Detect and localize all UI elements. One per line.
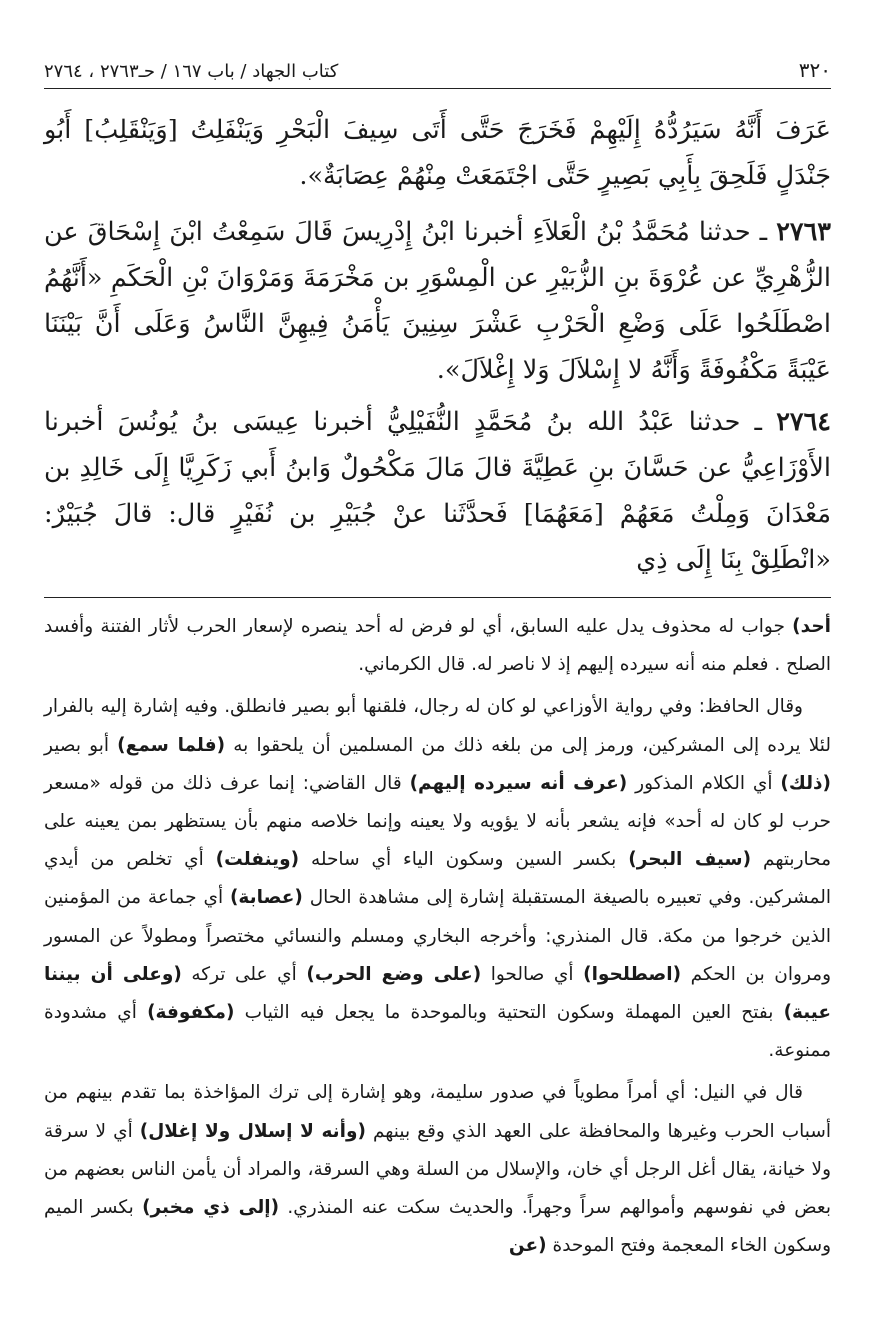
commentary-text: أبو بصير (44, 734, 118, 756)
commentary-keyword: (فلما سمع) (117, 734, 226, 756)
commentary-keyword: (على وضع الحرب) (306, 963, 482, 985)
commentary-keyword: (وينفلت) (215, 849, 300, 871)
hadith-text: ـ حدثنا عَبْدُ الله بنُ مُحَمَّدٍ النُّفَيْلِيُّ أخبرنا عِيسَى بنُ يُونُسَ أخبرنا الأَوْزَاعِيُّ عن حَسَّانَ بنِ عَطِيَّةَ قالَ مَالَ مَكْحُولٌ وَابنُ أَبي زَكَرِيَّا إِلَى خَالِدِ بن مَعْدَانَ وَمِلْتُ مَعَهُمْ [مَعَهُمَا] فَحدَّثَنا عنْ جُبَيْرِ بن نُفَيْرٍ قال: قالَ جُبَيْرٌ: «انْطَلِقْ بِنَا إِلَى ذِي (44, 407, 831, 575)
commentary-keyword: أحد) (792, 616, 831, 637)
hadith-number: ٢٧٦٤ (776, 407, 831, 437)
hadith-2764 (44, 399, 831, 583)
hadith-number: ٢٧٦٣ (776, 217, 832, 247)
commentary-paragraph (44, 608, 831, 684)
running-title: كتاب الجهاد / باب ١٦٧ / حـ٢٧٦٣ ، ٢٧٦٤ (44, 61, 339, 82)
commentary-text: أي جماعة من المؤمنين الذين خرجوا من مكة. قال المنذري: وأخرجه البخاري ومسلم والنسائي مختصراً ومطولاً عن المسور ومروان بن الحكم (44, 887, 831, 985)
commentary-text: أي صالحوا (481, 963, 584, 985)
hadith-text: ـ حدثنا مُحَمَّدُ بْنُ الْعَلاَءِ أخبرنا ابْنُ إِدْرِيسَ قَالَ سَمِعْتُ ابْنَ إِسْحَاقَ عن الزُّهْرِيِّ عن عُرْوَةَ بنِ الزُّبَيْرِ عن الْمِسْوَرِ بن مَخْرَمَةَ وَمَرْوَانَ بْنِ الْحَكَمِ «أَنَّهُمُ اصْطَلَحُوا عَلَى وَضْعِ الْحَرْبِ عَشْرَ سِنِينَ يَأْمَنُ فِيهِنَّ النَّاسُ وَعَلَى أَنَّ بَيْنَنَا عَيْبَةً مَكْفُوفَةً وَأَنَّهُ لا إِسْلاَلَ وَلا إِغْلاَلَ». (44, 217, 831, 385)
commentary-keyword: (ذلك) (780, 772, 831, 794)
commentary-keyword: (إلى ذي مخبر) (142, 1197, 280, 1219)
commentary-text: أي الكلام المذكور (627, 772, 781, 794)
footnote-divider (44, 597, 831, 598)
commentary-text: قال في النيل: أي أمراً مطوياً في صدور سليمة، وهو إشارة إلى ترك المؤاخذة بما تقدم بينهم من أسباب الحرب وغيرها والمحافظة على العهد الذي وقع بينهم (44, 1082, 831, 1142)
commentary-text: جواب له محذوف يدل عليه السابق، أي لو فرض له أحد ينصره لإسعار الحرب لأثار الفتنة وأفسد الصلح . فعلم منه أنه سيرده إليهم إذ لا ناصر له. قال الكرماني. (44, 616, 831, 676)
commentary-text: أي لا سرقة ولا خيانة، يقال أغل الرجل أي خان، والإسلال من السلة وهي السرقة، والمراد أن يأمن الناس بعضهم من بعض في نفوسهم وأموالهم سراً وجهراً. والحديث سكت عنه المنذري. (44, 1120, 831, 1219)
commentary-keyword: (مكفوفة) (147, 1002, 235, 1024)
commentary-keyword: (وعلى أن بيننا عيبة) (44, 963, 831, 1024)
page-number: ٣٢٠ (798, 58, 831, 82)
commentary-text: بفتح العين المهملة وسكون التحتية وبالموحدة ما يجعل فيه الثياب (234, 1002, 784, 1024)
hadith-continuation: عَرَفَ أَنَّهُ سَيَرُدُّهُ إِلَيْهِمْ فَخَرَجَ حَتَّى أَتَى سِيفَ الْبَحْرِ وَيَنْفَلِتُ [وَيَنْقَلِبُ] أَبُو جَنْدَلٍ فَلَحِقَ بِأَبِي بَصِيرٍ حَتَّى اجْتَمَعَتْ مِنْهُمْ عِصَابَةٌ». (44, 115, 831, 191)
commentary-keyword: (اصطلحوا) (583, 963, 682, 985)
commentary-text: بكسر الميم وسكون الخاء المعجمة وفتح الموحدة (44, 1197, 831, 1257)
main-text (44, 107, 831, 583)
commentary-text: بكسر السين وسكون الياء أي ساحله (299, 849, 629, 871)
running-header (44, 50, 831, 89)
commentary (44, 608, 831, 1265)
commentary-text: أي على تركه (181, 963, 307, 985)
commentary-keyword: (عن (508, 1235, 547, 1257)
hadith-2763 (44, 209, 831, 393)
commentary-keyword: (عرف أنه سيرده إليهم) (409, 772, 628, 794)
commentary-keyword: (سيف البحر) (628, 849, 752, 871)
commentary-keyword: (عصابة) (229, 887, 303, 909)
commentary-text: أي تخلص من أيدي المشركين. وفي تعبيره بالصيغة المستقبلة إشارة إلى مشاهدة الحال (44, 849, 832, 909)
commentary-paragraph (44, 688, 831, 1070)
book-page (44, 50, 831, 1299)
commentary-text: وقال الحافظ: وفي رواية الأوزاعي لو كان له رجال، فلقنها أبو بصير فانطلق. وفيه إشارة إليه بالفرار لئلا يرده إلى المشركين، ورمز إلى من بلغه ذلك من المسلمين أن يلحقوا به (44, 696, 831, 756)
commentary-text: أي مشدودة ممنوعة. (44, 1002, 831, 1062)
commentary-text: قال القاضي: إنما عرف ذلك من قوله «مسعر حرب لو كان له أحد» فإنه يشعر بأنه لا يؤويه ولا يعينه وإنما خلاصه منهم بأن يستظهر بمن يعينه على محاربتهم (44, 772, 832, 871)
commentary-keyword: (وأنه لا إسلال ولا إغلال) (139, 1120, 366, 1142)
commentary-paragraph (44, 1074, 831, 1265)
